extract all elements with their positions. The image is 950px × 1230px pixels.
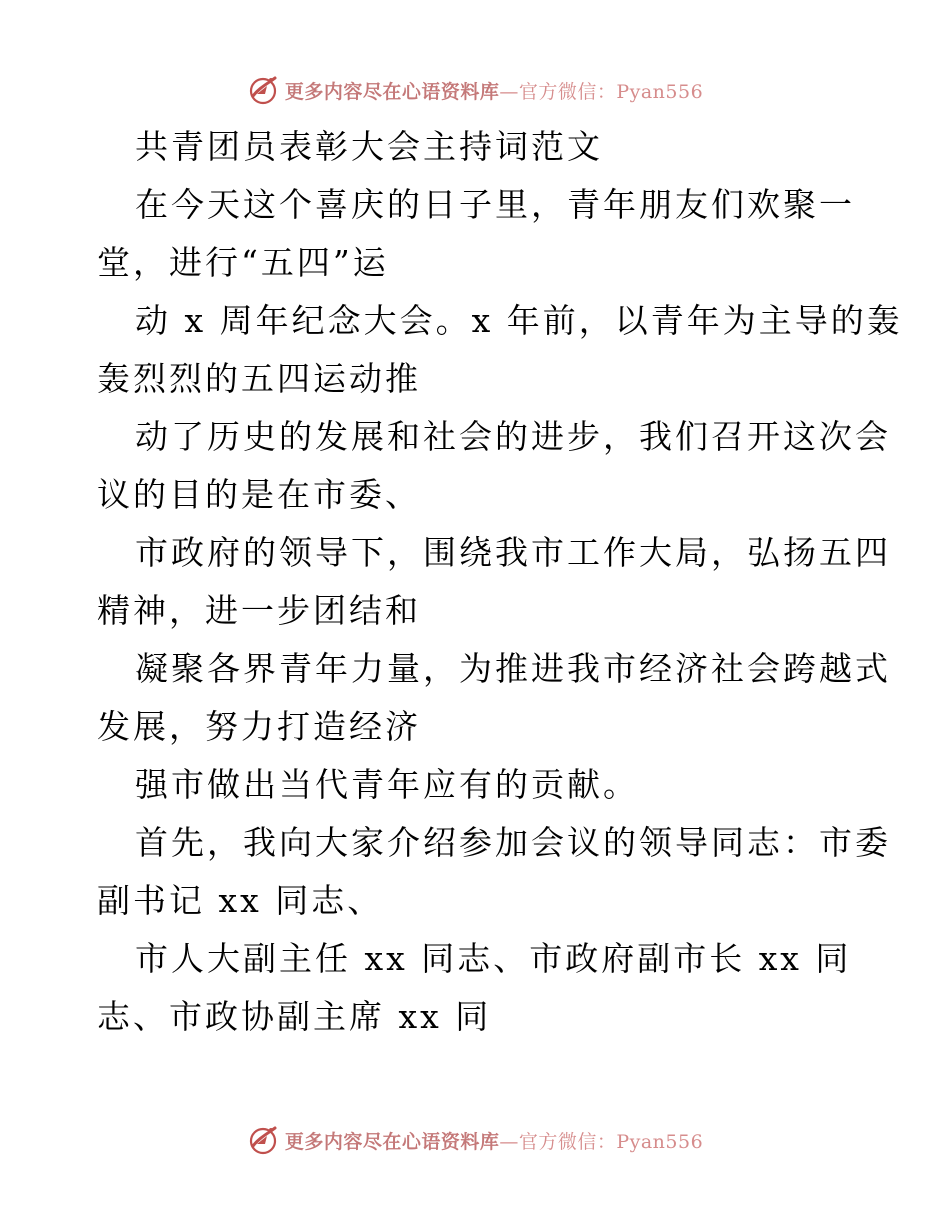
document-line: 发展，努力打造经济	[97, 707, 421, 746]
header-watermark-text	[285, 77, 703, 104]
footer-separator: —	[499, 1130, 519, 1153]
document-lines	[97, 176, 903, 1046]
document-line: 堂，进行“五四”运	[97, 243, 389, 282]
document-line: 首先，我向大家介绍参加会议的领导同志：市委	[135, 823, 891, 862]
document-line: 在今天这个喜庆的日子里，青年朋友们欢聚一	[135, 185, 855, 224]
footer-wechat: 官方微信：Pyan556	[518, 1130, 704, 1153]
document-line: 动 x 周年纪念大会。x 年前，以青年为主导的轰	[135, 301, 903, 340]
document-title: 共青团员表彰大会主持词范文	[135, 127, 603, 166]
document-line: 市政府的领导下，围绕我市工作大局，弘扬五四	[135, 533, 891, 572]
brush-logo-icon	[247, 1124, 279, 1156]
brush-logo-icon	[247, 74, 279, 106]
header-watermark	[0, 70, 950, 110]
document-body	[97, 118, 903, 1046]
header-brand: 更多内容尽在心语资料库	[284, 80, 500, 103]
footer-watermark	[0, 1120, 950, 1160]
header-separator: —	[499, 80, 519, 103]
document-line: 志、市政协副主席 xx 同	[97, 997, 492, 1036]
document-line: 动了历史的发展和社会的进步，我们召开这次会	[135, 417, 891, 456]
document-line: 副书记 xx 同志、	[97, 881, 384, 920]
document-line: 议的目的是在市委、	[97, 475, 421, 514]
document-line: 凝聚各界青年力量，为推进我市经济社会跨越式	[135, 649, 891, 688]
document-line: 精神，进一步团结和	[97, 591, 421, 630]
document-line: 轰烈烈的五四运动推	[97, 359, 421, 398]
document-line: 强市做出当代青年应有的贡献。	[135, 765, 639, 804]
header-wechat: 官方微信：Pyan556	[518, 80, 704, 103]
footer-brand: 更多内容尽在心语资料库	[284, 1130, 500, 1153]
footer-watermark-text	[285, 1127, 703, 1154]
document-line: 市人大副主任 xx 同志、市政府副市长 xx 同	[135, 939, 852, 978]
